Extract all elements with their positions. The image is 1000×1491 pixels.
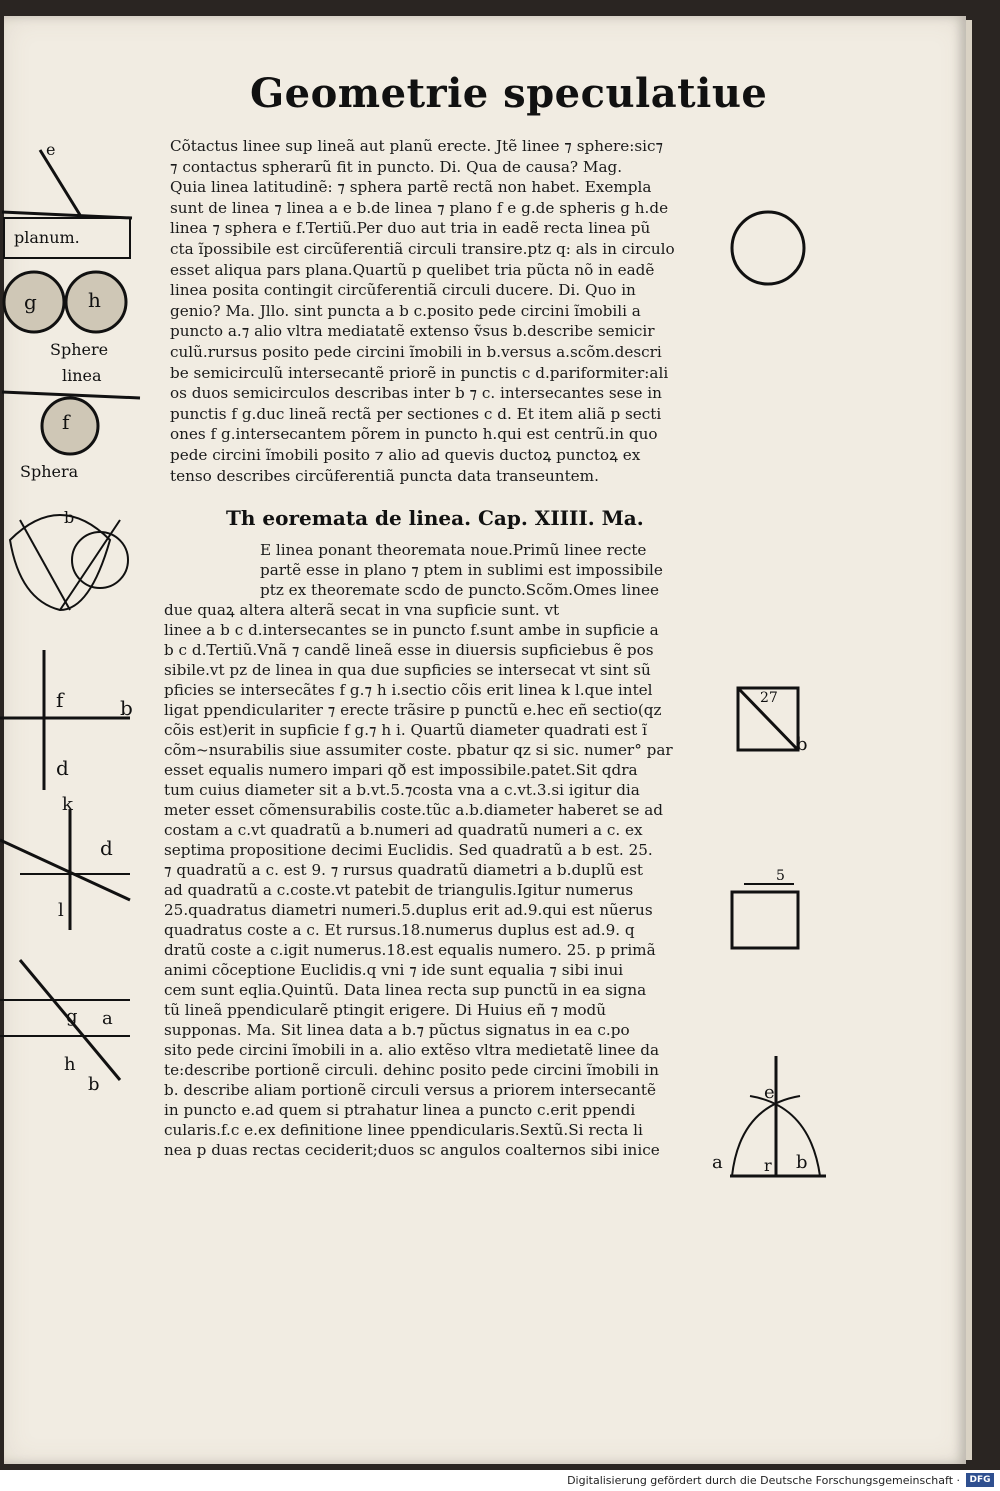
line-on-plane-figure bbox=[0, 140, 150, 270]
text-line: cõis est)erit in supficie f g.⁊ h i. Quartũ diameter quadrati est ĩ bbox=[164, 721, 647, 739]
text-line: os duos semicirculos describas inter b ⁊ c. intersecantes sese in bbox=[170, 384, 662, 403]
label-a2: a bbox=[712, 1152, 723, 1173]
text-line: nea p duas rectas ceciderit;duos sc angulos coalternos sibi inice bbox=[164, 1141, 660, 1159]
text-line: cõm~nsurabilis siue assumiter coste. pbatur qz si sic. numer° par bbox=[164, 741, 673, 759]
text-line: sunt de linea ⁊ linea a e b.de linea ⁊ plano f e g.de spheris g h.de bbox=[170, 198, 669, 217]
text-line: meter esset cõmensurabilis coste.tũc a.b.diameter haberet se ad bbox=[164, 801, 664, 819]
circle-figure bbox=[730, 196, 810, 306]
label-a: a bbox=[102, 1008, 113, 1029]
perpendicular-construction-figure bbox=[730, 1056, 830, 1186]
label-d2: d bbox=[100, 836, 113, 860]
text-line: tum cuius diameter sit a b.vt.5.⁊costa vna a c.vt.3.si igitur dia bbox=[164, 781, 640, 799]
text-line: costam a c.vt quadratũ a b.numeri ad quadratũ numeri a c. ex bbox=[164, 821, 643, 839]
text-block-1 bbox=[170, 136, 710, 486]
label-f2: f bbox=[56, 688, 64, 712]
text-line: cularis.f.c e.ex definitione linee ppendicularis.Sextũ.Si recta li bbox=[164, 1121, 643, 1139]
text-line: b. describe aliam portionẽ circuli versus a priorem intersecantẽ bbox=[164, 1081, 656, 1099]
text-line: dratũ coste a c.igit numerus.18.est equalis numero. 25. p primã bbox=[164, 941, 656, 959]
label-e2: e bbox=[764, 1082, 775, 1103]
text-line: pede circini ĩmobili posito ⁊ alio ad quevis ductoꝝ punctoꝝ ex bbox=[170, 445, 641, 464]
text-line: puncto a.⁊ alio vltra mediatatẽ extenso ṽsus b.describe semicir bbox=[170, 322, 655, 341]
page-edge bbox=[966, 20, 972, 1460]
text-line: cta ĩpossibile est circũferentiã circuli transire.ptz q: als in circulo bbox=[170, 239, 675, 258]
label-b-square: b bbox=[796, 734, 808, 755]
label-b4: b bbox=[796, 1152, 808, 1173]
label-b-circle: b bbox=[64, 508, 75, 527]
text-line: cem sunt eqlia.Quintũ. Data linea recta sup punctũ in ea signa bbox=[164, 981, 647, 999]
text-line: linea posita contingit circũferentiã circuli ducere. Di. Quo in bbox=[170, 281, 636, 300]
dfg-logo: DFG bbox=[966, 1473, 994, 1487]
text-line: due quaꝝ altera alterã secat in vna supficie sunt. vt bbox=[164, 601, 560, 619]
label-h2: h bbox=[64, 1054, 76, 1075]
text-line: tenso describes circũferentiã puncta data transeuntem. bbox=[170, 466, 599, 485]
circle-construction-figure bbox=[0, 500, 160, 630]
text-line: ptz ex theoremate scdo de puncto.Scõm.Omes linee bbox=[260, 581, 660, 599]
text-line: b c d.Tertiũ.Vnã ⁊ candẽ lineã esse in diuersis supficiebus ẽ pos bbox=[164, 641, 654, 659]
numbered-square-figure bbox=[724, 866, 814, 966]
text-line: Cõtactus linee sup lineã aut planũ erecte. Jtẽ linee ⁊ sphere:sic⁊ bbox=[170, 137, 664, 155]
text-line: be semicirculũ intersecantẽ priorẽ in punctis c d.pariformiter:ali bbox=[170, 363, 669, 382]
spheres-figure bbox=[0, 268, 140, 348]
text-line: ⁊ quadratũ a c. est 9. ⁊ rursus quadratũ diametri a b.duplũ est bbox=[164, 861, 644, 879]
text-line: Quia linea latitudinẽ: ⁊ sphera partẽ rectã non habet. Exempla bbox=[170, 178, 652, 197]
label-linea: linea bbox=[62, 366, 102, 385]
chapter-heading: Th eoremata de linea. Cap. XIIII. Ma. bbox=[226, 506, 644, 530]
text-line: partẽ esse in plano ⁊ ptem in sublimi est impossibile bbox=[260, 561, 663, 579]
label-b3: b bbox=[88, 1074, 100, 1095]
label-f: f bbox=[62, 410, 70, 434]
text-line: ad quadratũ a c.coste.vt patebit de triangulis.Igitur numerus bbox=[164, 881, 634, 899]
label-planum: planum. bbox=[14, 228, 80, 247]
label-5: 5 bbox=[776, 868, 785, 884]
footer-credit: Digitalisierung gefördert durch die Deutsche Forschungsgemeinschaft · bbox=[567, 1474, 960, 1487]
text-line: culũ.rursus posito pede circini ĩmobili in b.versus a.scõm.descri bbox=[170, 342, 662, 361]
text-line: ligat ppendiculariter ⁊ erecte trãsire p punctũ e.hec eñ sectio(qz bbox=[164, 701, 662, 719]
label-g2: g bbox=[66, 1006, 78, 1027]
label-l: l bbox=[58, 900, 64, 921]
running-head: Geometrie speculatiue bbox=[250, 70, 768, 117]
intersecting-lines-figure-2 bbox=[0, 800, 150, 940]
text-line: ones f g.intersecantem põrem in puncto h.qui est centrũ.in quo bbox=[170, 425, 658, 444]
label-e: e bbox=[46, 140, 56, 159]
text-line: quadratus coste a c. Et rursus.18.numerus duplus est ad.9. q bbox=[164, 921, 635, 939]
text-line: sito pede circini ĩmobili in a. alio extẽso vltra medietatẽ linee da bbox=[164, 1041, 660, 1059]
label-d: d bbox=[56, 756, 69, 780]
text-line: E linea ponant theoremata noue.Primũ linee recte bbox=[260, 541, 647, 559]
text-line: punctis f g.duc lineã rectã per sectiones c d. Et item aliã p secti bbox=[170, 404, 662, 423]
text-line: esset equalis numero impari qð est impossibile.patet.Sit qdra bbox=[164, 761, 638, 779]
text-line: septima propositione decimi Euclidis. Sed quadratũ a b est. 25. bbox=[164, 841, 653, 859]
text-line: te:describe portionẽ circuli. dehinc posito pede circini ĩmobili in bbox=[164, 1061, 659, 1079]
text-line: tũ lineã ppendicularẽ ptingit erigere. Di Huius eñ ⁊ modũ bbox=[164, 1001, 607, 1019]
label-sphere: Sphere bbox=[50, 340, 109, 359]
label-h: h bbox=[88, 288, 101, 312]
text-line: sibile.vt pz de linea in qua due supficies se intersecat vt sint sũ bbox=[164, 661, 651, 679]
label-k: k bbox=[62, 794, 73, 815]
label-r: r bbox=[764, 1156, 772, 1175]
text-line: ⁊ contactus spherarũ fit in puncto. Di. Qua de causa? Mag. bbox=[170, 157, 623, 176]
text-line: pficies se intersecãtes f g.⁊ h i.sectio cõis erit linea k l.que intel bbox=[164, 681, 653, 699]
label-27: 27 bbox=[760, 690, 778, 706]
label-g: g bbox=[24, 290, 37, 314]
text-line: 25.quadratus diametri numeri.5.duplus erit ad.9.qui est nũerus bbox=[164, 901, 653, 919]
label-sphera: Sphera bbox=[20, 462, 79, 481]
text-line: animi cõceptione Euclidis.q vni ⁊ ide sunt equalia ⁊ sibi inui bbox=[164, 961, 624, 979]
text-line: linea ⁊ sphera e f.Tertiũ.Per duo aut tria in eadẽ recta linea pũ bbox=[170, 219, 651, 238]
text-line: linee a b c d.intersecantes se in puncto f.sunt ambe in supficie a bbox=[164, 621, 659, 639]
text-line: genio? Ma. Jllo. sint puncta a b c.posito pede circini ĩmobili a bbox=[170, 301, 641, 320]
text-line: esset aliqua pars plana.Quartũ p quelibet tria pũcta nõ in eadẽ bbox=[170, 260, 655, 279]
text-block-2 bbox=[164, 540, 714, 1160]
label-b2: b bbox=[120, 696, 133, 720]
text-line: supponas. Ma. Sit linea data a b.⁊ pũctus signatus in ea c.po bbox=[164, 1021, 630, 1039]
text-line: in puncto e.ad quem si ptrahatur linea a puncto c.erit ppendi bbox=[164, 1101, 636, 1119]
